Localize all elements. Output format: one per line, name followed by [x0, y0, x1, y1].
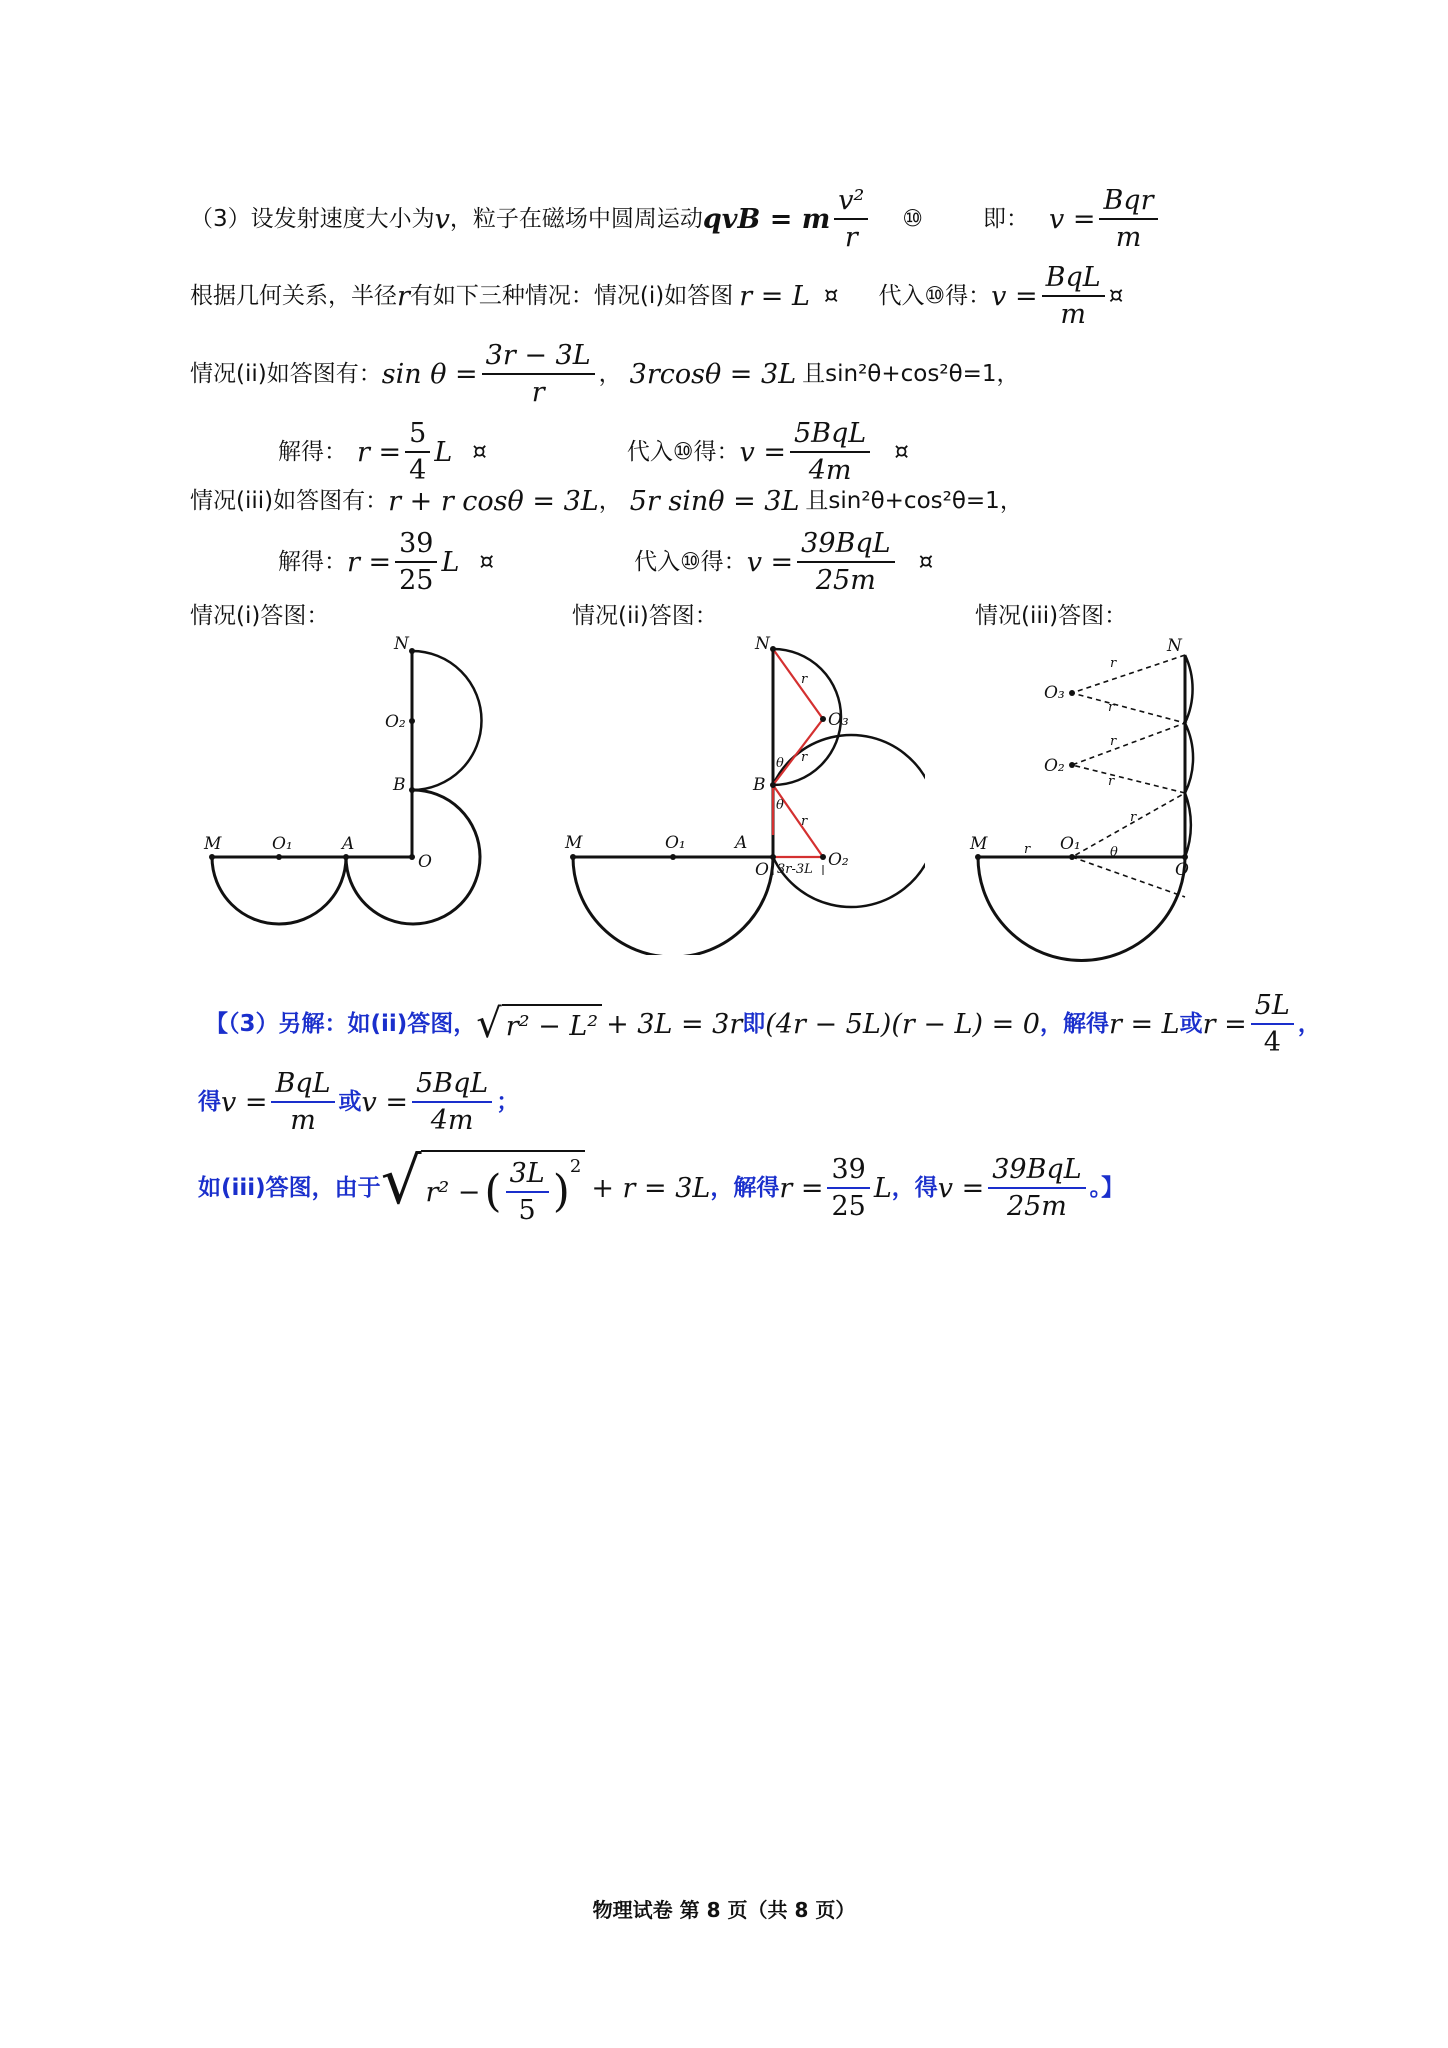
alt-v-eq: v = — [221, 1086, 268, 1118]
v-equals-4: v = — [746, 546, 794, 578]
mark-symbol-2: ¤ — [1108, 282, 1124, 309]
label-M: M — [204, 834, 222, 854]
frac-5bql-over-4m: $\frac{\text{5BqL}}{4m}$ — [790, 418, 870, 486]
alt-eq1-b: + 3L = 3r — [606, 1008, 743, 1040]
line2-text-b: 有如下三种情况：情况(i)如答图 — [409, 282, 734, 309]
alt-r-eq: r = — [1202, 1008, 1247, 1040]
sqrt-r2-minus-L2: √ r² − L² — [476, 1004, 602, 1044]
label-B: B — [393, 775, 406, 795]
frac-39bql-over-25m: $\frac{\text{39BqL}}{25m}$ — [797, 528, 894, 596]
label-O2-2: O₂ — [828, 850, 849, 870]
substitute-label-2: 代入⑩得： — [626, 438, 740, 465]
label-r-iii-5: r — [1108, 774, 1115, 789]
caption-case2: 情况(ii)答图： — [572, 603, 718, 629]
label-O-2: O — [755, 860, 769, 880]
label-theta-ii-2: θ — [776, 798, 784, 813]
part3-line3 — [190, 340, 1020, 408]
alt-line3-end: 。】 — [1089, 1174, 1125, 1201]
alt-text-iii-b: ，解得 — [710, 1174, 780, 1201]
frac-bqr-over-m: $\frac{\text{Bqr}}{m}$ — [1099, 185, 1157, 253]
part3-line5 — [190, 488, 1023, 515]
label-M-3: M — [970, 834, 988, 854]
alt-or-2: 或 — [338, 1088, 362, 1115]
alt-text-a: 【（3）另解：如(ii)答图， — [205, 1010, 477, 1037]
line3-text-a: 情况(ii)如答图有： — [190, 360, 382, 387]
frac-v2-over-r: $\frac{\text{v²}}{r}$ — [834, 185, 868, 253]
part3-line6 — [278, 528, 933, 596]
label-theta-ii-1: θ — [776, 756, 784, 771]
alt-text-iii: 如(iii)答图，由于 — [198, 1174, 381, 1201]
label-dim: 3r-3L — [777, 862, 813, 877]
alt-line2 — [198, 1068, 519, 1136]
line3-text-c: 且sin²θ+cos²θ=1， — [802, 360, 1020, 387]
var-v: v — [434, 203, 450, 235]
r-equals-L: r = L — [739, 280, 810, 312]
label-O2: O₂ — [385, 712, 406, 732]
solve-label-2: 解得： — [278, 548, 347, 575]
var-r: r — [397, 280, 410, 312]
v-equals-2: v = — [991, 280, 1038, 312]
label-M-2: M — [565, 833, 583, 853]
label-O1-2: O₁ — [665, 833, 686, 853]
label-r-iii-6: r — [1130, 810, 1137, 825]
label-r-iii-3: r — [1108, 700, 1115, 715]
sin-theta-equals: sin θ = — [381, 358, 478, 390]
alt-text-c: ，解得 — [1039, 1010, 1109, 1037]
part3-line4 — [278, 418, 909, 486]
alt-var-L: L — [873, 1172, 892, 1204]
label-r-iii-4: r — [1110, 734, 1117, 749]
eq-qvb: qvB = m — [702, 203, 831, 235]
line5-text-c: 且sin²θ+cos²θ=1， — [805, 488, 1023, 514]
frac-5L-over-4: $\frac{5L}{4}$ — [1251, 990, 1294, 1058]
sqrt-r2-minus-3L5-squared: √ r² − ( $\frac{3L}{5}$ ) $^2$ — [381, 1150, 586, 1226]
page-footer: 物理试卷 第 8 页（共 8 页） — [592, 1898, 856, 1922]
label-B-2: B — [753, 775, 766, 795]
part3-line2 — [190, 262, 1123, 330]
label-N-2: N — [755, 634, 770, 654]
alt-v-eq-3: v = — [937, 1172, 985, 1204]
label-r-ii-1: r — [801, 672, 808, 687]
eq-iii-1: r + r cosθ = 3L — [388, 486, 599, 517]
alt-eq1-c: (4r − 5L)(r − L) = 0 — [765, 1008, 1040, 1040]
frac-3r-3L-over-r: $\frac{3r - 3L}{r}$ — [482, 340, 595, 408]
mark-symbol-6: ¤ — [918, 548, 934, 575]
label-r-iii-1: r — [1024, 842, 1031, 857]
label-A-2: A — [735, 833, 748, 853]
line2-text-a: 根据几何关系，半径 — [190, 282, 397, 309]
substitute-label: 代入⑩得： — [878, 282, 992, 309]
alt-r-eq-L: r = L — [1108, 1008, 1180, 1040]
label-O2-3: O₂ — [1044, 756, 1065, 776]
alt-text-iii-c: ，得 — [891, 1174, 938, 1201]
mark-symbol-3: ¤ — [472, 438, 487, 465]
diagram-case3 — [960, 625, 1200, 975]
label-N-3: N — [1167, 636, 1182, 656]
alt-text-de: 得 — [198, 1088, 221, 1115]
alt-line1 — [205, 990, 1321, 1058]
alt-r-eq-2: r = — [779, 1172, 824, 1204]
alt-line1-end: ， — [1297, 1010, 1321, 1037]
line1-text-b: ，粒子在磁场中圆周运动 — [449, 205, 703, 232]
line3-comma: ， — [598, 360, 622, 387]
r-equals-2: r = — [347, 546, 392, 578]
frac-3L-over-5: $\frac{3L}{5}$ — [506, 1158, 549, 1226]
label-O3-3: O₃ — [1044, 683, 1065, 703]
label-r-ii-3: r — [801, 814, 808, 829]
mark-symbol-5: ¤ — [479, 548, 495, 575]
alt-frac-5bql-over-4m: $\frac{\text{5BqL}}{4m}$ — [412, 1068, 492, 1136]
alt-v-eq-2: v = — [361, 1086, 408, 1118]
label-r-iii-2: r — [1110, 656, 1117, 671]
line1-text-a: （3）设发射速度大小为 — [190, 205, 435, 232]
var-L-2: L — [441, 546, 460, 578]
label-theta-iii: θ — [1110, 845, 1118, 860]
part3-line1 — [190, 185, 1162, 253]
var-L: L — [434, 436, 453, 468]
alt-frac-39bql-over-25m: $\frac{\text{39BqL}}{25m}$ — [988, 1154, 1085, 1222]
alt-line3 — [198, 1145, 1125, 1227]
diagram-case2 — [555, 625, 925, 955]
substitute-label-3: 代入⑩得： — [634, 548, 747, 575]
frac-39-over-25: $\frac{39}{25}$ — [395, 528, 437, 596]
line5-comma: ， — [598, 488, 622, 514]
cos-equation: 3rcosθ = 3L — [629, 358, 797, 390]
v-equals-3: v = — [739, 436, 786, 468]
label-O1: O₁ — [272, 834, 293, 854]
alt-or: 或 — [1179, 1010, 1203, 1037]
frac-bql-over-m: $\frac{\text{BqL}}{m}$ — [1042, 262, 1105, 330]
alt-frac-bql-over-m: $\frac{\text{BqL}}{m}$ — [271, 1068, 334, 1136]
eq-iii-2: 5r sinθ = 3L — [629, 486, 800, 517]
label-A: A — [342, 834, 355, 854]
diagram-case1 — [190, 625, 510, 945]
alt-eq3-b: + r = 3L — [591, 1172, 711, 1204]
label-r-ii-2: r — [801, 750, 808, 765]
alt-text-b: 即 — [742, 1010, 766, 1037]
eq-mark-10: ⑩ — [902, 205, 923, 232]
label-O1-3: O₁ — [1060, 834, 1081, 854]
solve-label: 解得： — [278, 438, 347, 465]
mark-symbol-4: ¤ — [894, 438, 909, 465]
r-equals: r = — [357, 436, 402, 468]
mark-symbol: ¤ — [823, 282, 839, 309]
caption-case1: 情况(i)答图： — [190, 603, 330, 629]
label-O-3: O — [1175, 860, 1189, 880]
caption-case3: 情况(iii)答图： — [975, 603, 1128, 629]
label-O3-2: O₃ — [828, 710, 849, 730]
v-equals: v = — [1049, 203, 1096, 235]
frac-5-over-4: $\frac{5}{4}$ — [405, 418, 430, 486]
ji-label: 即： — [983, 205, 1029, 232]
line5-text-a: 情况(iii)如答图有： — [190, 488, 389, 514]
alt-frac-39-over-25: $\frac{39}{25}$ — [827, 1154, 869, 1222]
label-N: N — [394, 634, 409, 654]
label-O: O — [418, 852, 432, 872]
alt-line2-end: ； — [496, 1088, 520, 1115]
